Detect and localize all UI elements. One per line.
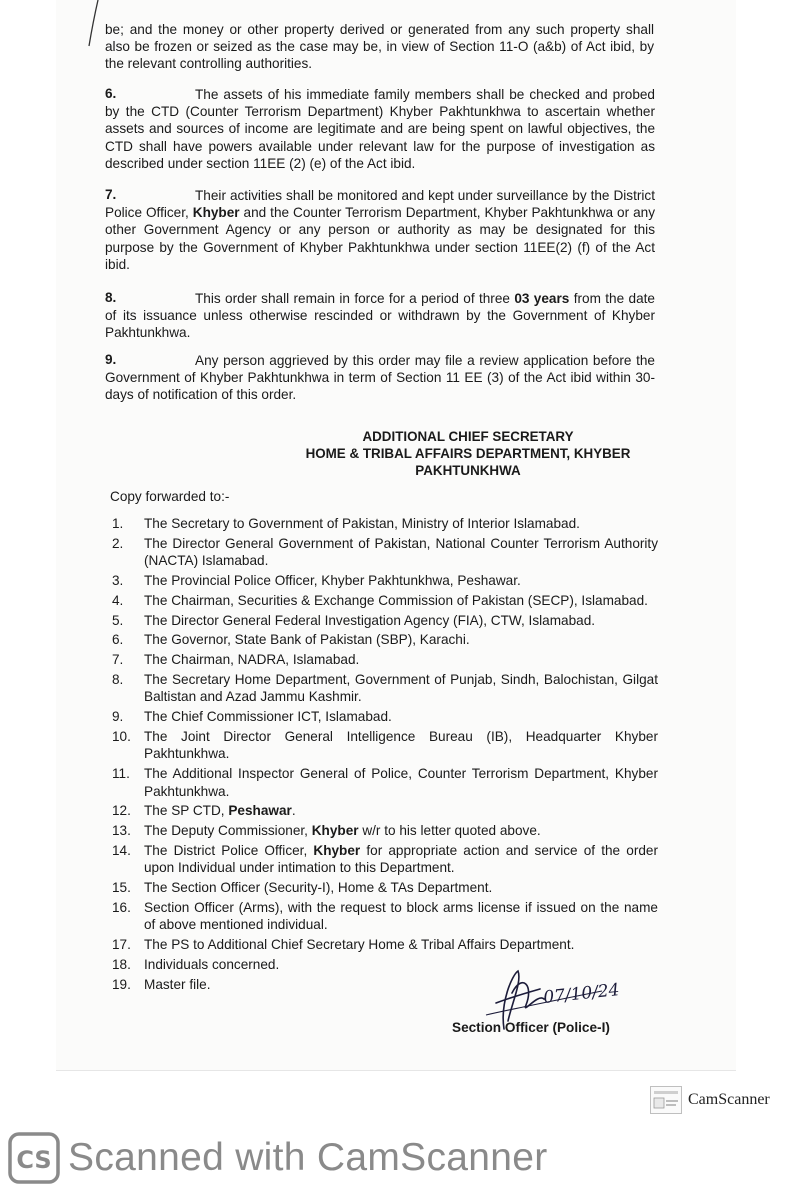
copy-list-number: 6.	[112, 632, 124, 648]
copy-list-number: 1.	[112, 516, 124, 531]
camscanner-watermark-text: Scanned with CamScanner	[68, 1136, 548, 1179]
copy-forwarded-heading: Copy forwarded to:-	[110, 489, 230, 504]
copy-list-item	[112, 765, 658, 800]
para-7-number: 7.	[105, 187, 117, 202]
copy-list-item	[112, 802, 658, 819]
copy-list-number: 8.	[112, 671, 124, 687]
copy-forwarded-list	[112, 515, 658, 996]
copy-list-item	[112, 651, 658, 668]
copy-list-number: 3.	[112, 573, 124, 588]
para-8-text: This order shall remain in force for a period of three 03 years from the date of its issuance unless otherwise rescinded or withdrawn by the Government of Khyber Pakhtunkhwa.	[105, 291, 655, 341]
copy-list-text: The Director General Government of Pakistan, National Counter Terrorism Authority (NACTA) Islamabad.	[144, 535, 658, 569]
copy-list-number: 12.	[112, 803, 131, 819]
copy-list-text: Section Officer (Arms), with the request to block arms license if issued on the name of above mentioned individual.	[144, 899, 658, 933]
copy-list-item	[112, 631, 658, 648]
copy-list-number: 13.	[112, 823, 131, 839]
copy-list-text: The Chief Commissioner ICT, Islamabad.	[144, 709, 392, 725]
copy-list-number: 15.	[112, 880, 131, 896]
copy-list-number: 5.	[112, 612, 124, 628]
svg-text:CS: CS	[16, 1146, 52, 1174]
signatory-province: PAKHTUNKHWA	[415, 463, 521, 478]
signatory-title: ADDITIONAL CHIEF SECRETARY	[362, 429, 574, 444]
copy-list-number: 16.	[112, 899, 131, 915]
copy-list-text: The Deputy Commissioner, Khyber w/r to his letter quoted above.	[144, 823, 541, 839]
copy-list-item	[112, 535, 658, 570]
copy-list-number: 10.	[112, 728, 131, 744]
copy-list-number: 4.	[112, 592, 124, 608]
margin-pen-stroke	[86, 0, 100, 48]
copy-list-text: The Director General Federal Investigation Agency (FIA), CTW, Islamabad.	[144, 612, 596, 628]
copy-list-item	[112, 612, 658, 629]
copy-list-text: The Governor, State Bank of Pakistan (SBP), Karachi.	[144, 632, 470, 648]
copy-list-item	[112, 936, 658, 953]
copy-list-item	[112, 822, 658, 839]
camscanner-watermark	[8, 1132, 548, 1184]
signatory-block	[300, 428, 636, 479]
copy-list-item	[112, 842, 658, 877]
copy-list-number: 14.	[112, 842, 131, 858]
copy-list-text: Master file.	[144, 976, 211, 992]
copy-list-text: The District Police Officer, Khyber for appropriate action and service of the order upon Individual under intimation to this Department.	[144, 842, 658, 876]
copy-list-number: 9.	[112, 709, 124, 725]
camscanner-badge-icon	[650, 1086, 682, 1114]
signature-date: 07/10/24	[542, 980, 621, 1008]
para-9-text: Any person aggrieved by this order may file a review application before the Government of Khyber Pakhtunkhwa in term of Section 11 EE (3) of the Act ibid within 30-days of notification of this order.	[105, 353, 655, 403]
copy-list-text: The PS to Additional Chief Secretary Home & Tribal Affairs Department.	[144, 937, 575, 953]
copy-list-text: The Section Officer (Security-I), Home & TAs Department.	[144, 880, 493, 896]
copy-list-text: The Joint Director General Intelligence Bureau (IB), Headquarter Khyber Pakhtunkhwa.	[144, 728, 658, 762]
copy-list-item	[112, 515, 658, 532]
copy-list-item	[112, 592, 658, 609]
copy-list-text: The Chairman, NADRA, Islamabad.	[144, 652, 360, 668]
copy-list-text: The Additional Inspector General of Police, Counter Terrorism Department, Khyber Pakhtunkhwa.	[144, 766, 658, 799]
copy-list-item	[112, 708, 658, 725]
camscanner-badge	[650, 1086, 770, 1114]
copy-list-item	[112, 879, 658, 896]
para-7-text: Their activities shall be monitored and kept under surveillance by the District Police Officer, Khyber and the Counter Terrorism Department, Khyber Pakhtunkhwa or any other Government Agency or any person or authority as may be designated for this purpose by the Government of Khyber Pakhtunkhwa under section 11EE(2) (f) of the Act ibid.	[105, 188, 656, 272]
copy-list-number: 2.	[112, 535, 124, 551]
copy-list-item	[112, 899, 658, 934]
para-6-text: The assets of his immediate family members shall be checked and probed by the CTD (Counter Terrorism Department) Khyber Pakhtunkhwa to ascertain whether assets and sources of income are legitimate and are being spent on lawful objectives, the CTD shall have powers available under relevant law for the purpose of investigation as described under section 11EE (2) (e) of the Act ibid.	[105, 87, 655, 171]
copy-list-item	[112, 671, 658, 706]
copy-list-item	[112, 728, 658, 763]
continuation-paragraph: be; and the money or other property derived or generated from any such property shall also be frozen or seized as the case may be, in view of Section 11-O (a&b) of Act ibid, by the relevant controlling authorities.	[105, 22, 654, 72]
copy-list-text: The Provincial Police Officer, Khyber Pakhtunkhwa, Peshawar.	[144, 573, 521, 588]
copy-list-number: 19.	[112, 976, 131, 992]
camscanner-badge-text: CamScanner	[688, 1091, 770, 1108]
copy-list-text: The Chairman, Securities & Exchange Commission of Pakistan (SECP), Islamabad.	[144, 592, 648, 608]
copy-list-number: 7.	[112, 652, 124, 668]
copy-list-number: 18.	[112, 956, 131, 972]
para-6-number: 6.	[105, 86, 117, 101]
copy-list-text: The SP CTD, Peshawar.	[144, 803, 296, 819]
section-officer-title: Section Officer (Police-I)	[452, 1020, 610, 1035]
signatory-department: HOME & TRIBAL AFFAIRS DEPARTMENT, KHYBER	[305, 446, 631, 461]
copy-list-text: Individuals concerned.	[144, 956, 280, 972]
para-9-number: 9.	[105, 352, 117, 367]
copy-list-text: The Secretary to Government of Pakistan, Ministry of Interior Islamabad.	[144, 516, 580, 531]
para-8-number: 8.	[105, 290, 117, 305]
cs-logo-icon	[8, 1132, 60, 1184]
copy-list-text: The Secretary Home Department, Government of Punjab, Sindh, Balochistan, Gilgat Baltistan and Azad Jammu Kashmir.	[144, 671, 658, 705]
copy-list-number: 11.	[112, 766, 130, 782]
copy-list-number: 17.	[112, 937, 131, 953]
copy-list-item	[112, 572, 658, 589]
